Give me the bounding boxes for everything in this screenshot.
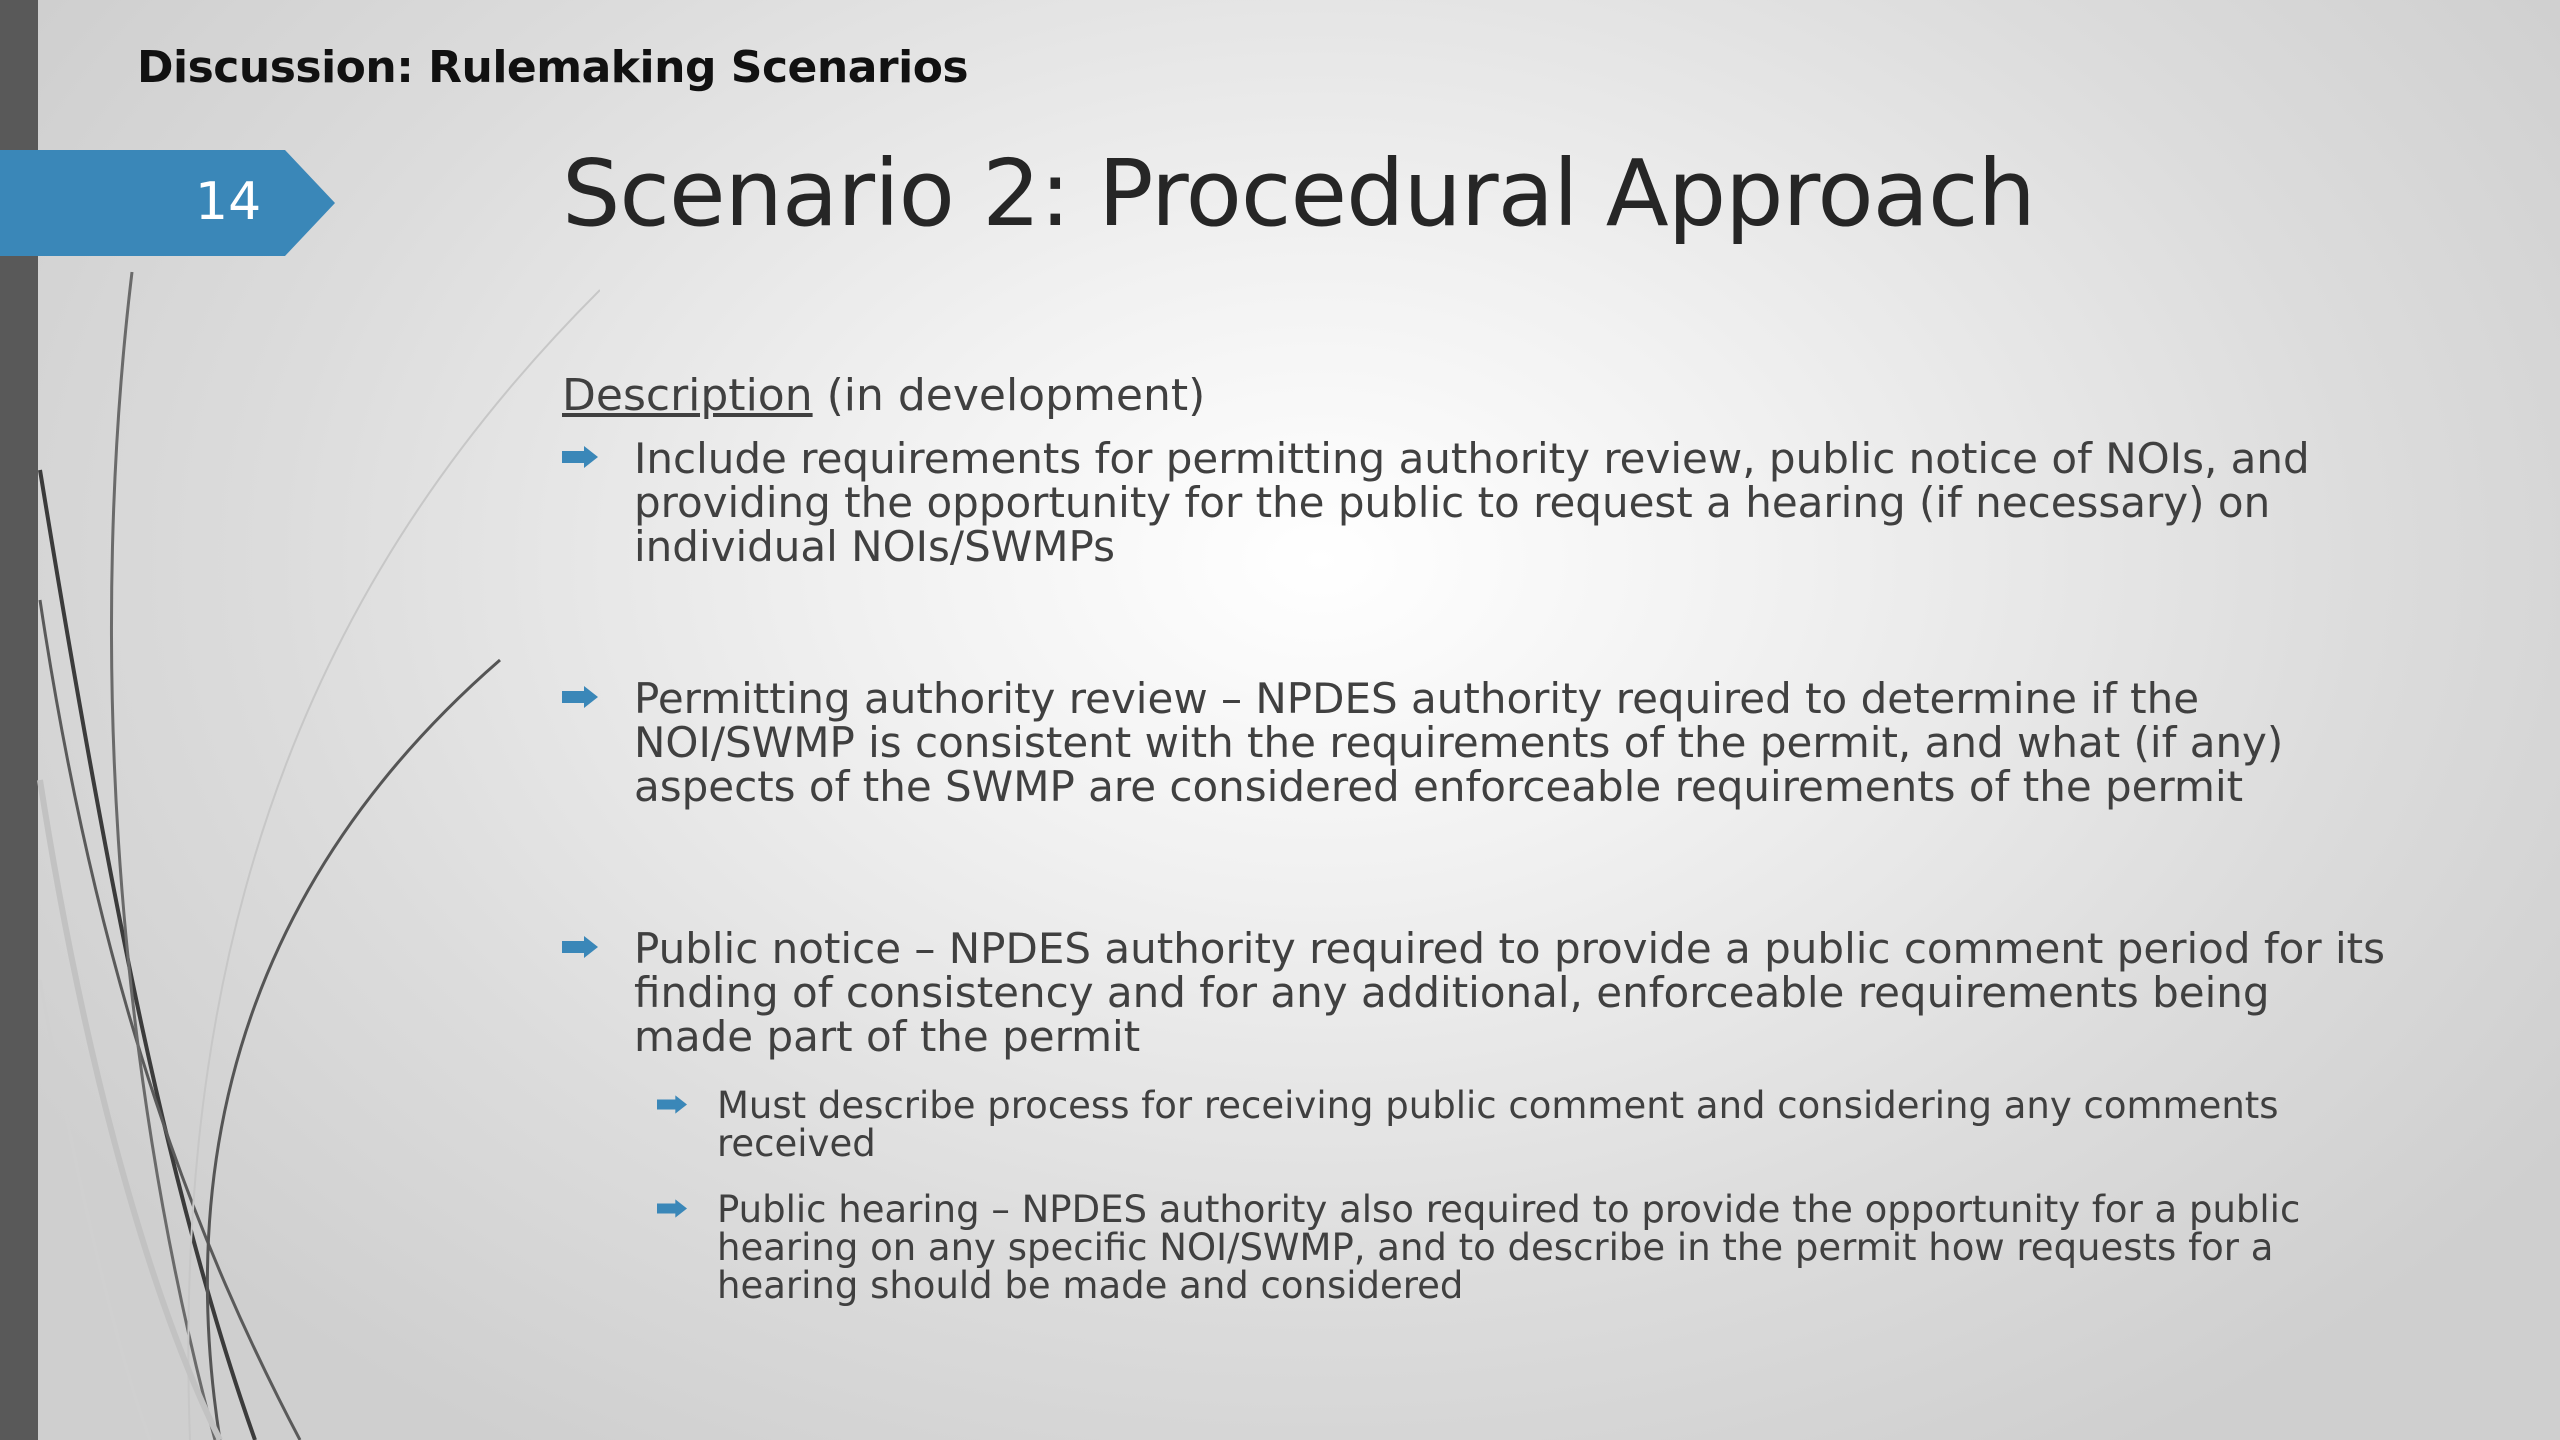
slide-number-text: 14: [195, 172, 262, 232]
arrow-right-bullet-icon: [562, 446, 598, 468]
bullet-text: Permitting authority review – NPDES authority required to determine if the NOI/SWMP is consistent with the requirements of the permit, and what (if any) aspects of the SWMP are considered enforceable requirements of the permit: [634, 674, 2284, 811]
slide-title: Scenario 2: Procedural Approach: [562, 140, 2035, 247]
sub-bullet-text: Must describe process for receiving public comment and considering any comments received: [717, 1084, 2279, 1165]
section-header-title: Discussion: Rulemaking Scenarios: [137, 42, 969, 93]
sub-bullet-text: Public hearing – NPDES authority also required to provide the opportunity for a public hearing on any specific NOI/SWMP, and to describe in the permit how requests for a hearing should be made and considered: [717, 1188, 2301, 1307]
slide-number-tag: [0, 150, 335, 256]
bullet-text: Public notice – NPDES authority required to provide a public comment period for its finding of consistency and for any additional, enforceable requirements being made part of the permit: [634, 924, 2385, 1061]
sub-bullet-item: [657, 1084, 2402, 1165]
arrow-right-bullet-icon: [562, 936, 598, 958]
arrow-right-bullet-icon: [657, 1199, 687, 1218]
bullet-item: [562, 674, 2402, 811]
bullet-item: [562, 434, 2402, 571]
bullet-item: [562, 924, 2402, 1061]
arrow-right-bullet-icon: [657, 1095, 687, 1114]
description-line: [562, 370, 2402, 421]
description-note: (in development): [812, 370, 1206, 421]
slide-body: [562, 370, 2402, 1333]
description-label: Description: [562, 370, 813, 421]
bullet-text: Include requirements for permitting authority review, public notice of NOIs, and providing the opportunity for the public to request a hearing (if necessary) on individual NOIs/SWMPs: [634, 434, 2310, 571]
sub-bullet-item: [657, 1188, 2402, 1307]
arrow-right-bullet-icon: [562, 686, 598, 708]
